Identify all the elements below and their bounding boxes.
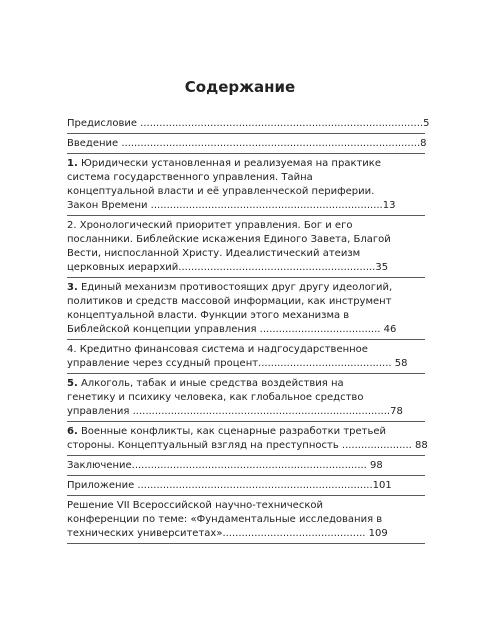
page-title: Содержание (184, 78, 296, 96)
toc-entry-line: 4. Кредитно финансовая система и надгосударственное (67, 344, 368, 355)
toc-entry-line: Заключение.......................................................................... 98 (67, 460, 383, 471)
toc-entry-line: Приложение ..........................................................................101 (67, 480, 392, 491)
toc-entry-line: система государственного управления. Тайна (67, 172, 313, 183)
toc-entry-number: 3. (67, 282, 78, 293)
toc-entry (67, 456, 425, 476)
toc-entry-line: Введение ..............................................................................................8 (67, 138, 427, 149)
toc-entry-line (67, 425, 425, 439)
toc-entry-text: Военные конфликты, как сценарные разработки третьей (77, 426, 387, 437)
toc-entry-line (67, 157, 425, 171)
toc-entry (67, 340, 425, 374)
toc-entry (67, 154, 425, 216)
toc-entry-line: Предисловие .........................................................................................5 (67, 118, 430, 129)
toc-entry-line: Закон Времени .........................................................................13 (67, 200, 396, 211)
toc-entry (67, 216, 425, 278)
toc-entry-text: Юридически установленная и реализуемая на практике (77, 158, 382, 169)
toc-entry-number: 5. (67, 378, 78, 389)
toc-entry (67, 114, 430, 134)
toc-entry-line: Вести, ниспосланной Христу. Идеалистический атеизм (67, 248, 361, 259)
toc-entry-line: политиков и средств массовой информации, как инструмент (67, 296, 392, 307)
toc-entry-line: стороны. Концептуальный взгляд на преступность ...................... 88 (67, 440, 428, 451)
toc-entry-line: конференции по теме: «Фундаментальные исследования в (67, 514, 383, 525)
toc-entry-line: 2. Хронологический приоритет управления. Бог и его (67, 220, 353, 231)
toc-entry-number: 1. (67, 158, 78, 169)
toc-entry-line: посланники. Библейские искажения Единого Завета, Благой (67, 234, 391, 245)
toc-entry (67, 278, 425, 340)
toc-entry-line (67, 281, 425, 295)
table-of-contents (67, 114, 430, 544)
toc-entry-line: генетику и психику человека, как глобальное средство (67, 392, 364, 403)
toc-entry-text: Единый механизм противостоящих друг другу идеологий, (77, 282, 393, 293)
toc-entry-line: концептуальной власти и её управленческой периферии. (67, 186, 375, 197)
toc-entry-line: технических университетах»............................................. 109 (67, 528, 388, 539)
toc-entry-line (67, 377, 425, 391)
toc-entry-line: управления .................................................................................78 (67, 406, 403, 417)
toc-entry (67, 374, 425, 422)
toc-entry-number: 6. (67, 426, 78, 437)
toc-entry (67, 422, 428, 456)
toc-entry-line: церковных иерархий..............................................................35 (67, 262, 389, 273)
toc-entry-text: Алкоголь, табак и иные средства воздействия на (77, 378, 344, 389)
toc-entry (67, 134, 425, 154)
toc-entry-line: управление через ссудный процент.......................................... 58 (67, 358, 408, 369)
toc-entry-line: концептуальной власти. Функции этого механизма в (67, 310, 350, 321)
toc-entry-line: Решение VII Всероссийской научно-технической (67, 500, 323, 511)
toc-entry-line: Библейской концепции управления ...................................... 46 (67, 324, 397, 335)
toc-entry (67, 476, 425, 496)
toc-entry (67, 496, 425, 544)
